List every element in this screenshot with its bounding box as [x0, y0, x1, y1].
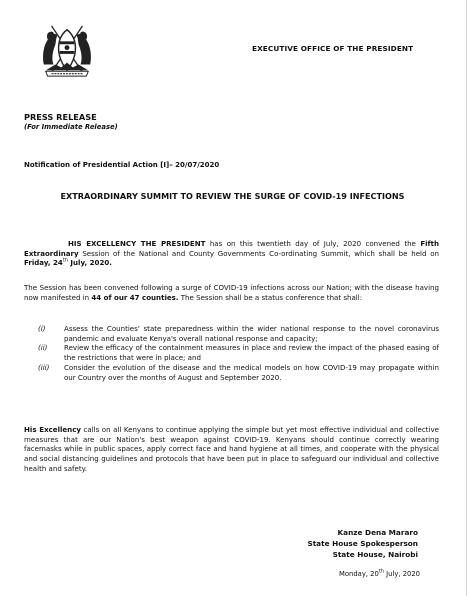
paragraph-convening: HIS EXCELLENCY THE PRESIDENT has on this twentieth day of July, 2020 convened the Fifth Extraordinary Session of the National and County Governments Co-ordinating Summit, which shall be held on Friday, 24th July, 2020.: [24, 239, 439, 268]
paragraph-session: The Session has been convened following a surge of COVID-19 infections across our Nation; with the disease having now manifested in 44 of our 47 counties. The Session shall be a status conference that shall:: [24, 283, 439, 302]
paragraph-call-to-action: His Excellency calls on all Kenyans to continue applying the simple but yet most effective individual and collective measures that are our Nation's best weapon against COVID-19. Kenyans should continue correctly wearing facemasks while in public spaces, apply correct face and hand hygiene at all times, and cooperate with the physical and social distancing guidelines and protocols that have been put in place to safeguard our individual and collective health and safety.: [24, 425, 439, 473]
notification-reference: Notification of Presidential Action [I]– 20/07/2020: [24, 161, 220, 169]
signature-block: [307, 527, 418, 560]
kenya-coat-of-arms-icon: [38, 22, 96, 80]
list-item: (ii) Review the efficacy of the containment measures in place and review the impact of the phased easing of the restrictions that were in place; and: [38, 343, 439, 363]
press-release-subtitle: (For Immediate Release): [24, 123, 118, 131]
signatory-role: State House Spokesperson: [307, 539, 418, 548]
signatory-name: Kanze Dena Mararo: [337, 528, 418, 537]
office-title: EXECUTIVE OFFICE OF THE PRESIDENT: [252, 44, 414, 53]
document-date: Monday, 20th July, 2020: [339, 568, 420, 578]
press-release-title: PRESS RELEASE: [24, 112, 97, 122]
signatory-place: State House, Nairobi: [332, 550, 418, 559]
document-heading: EXTRAORDINARY SUMMIT TO REVIEW THE SURGE OF COVID-19 INFECTIONS: [60, 191, 405, 201]
list-item: (i) Assess the Counties' state preparedness within the wider national response to the novel coronavirus pandemic and evaluate Kenya's overall national response and capacity;: [38, 324, 439, 343]
list-item: (iii) Consider the evolution of the disease and the medical models on how COVID-19 may propagate within our Country over the months of August and September 2020.: [38, 362, 439, 382]
objectives-list: [24, 324, 439, 382]
